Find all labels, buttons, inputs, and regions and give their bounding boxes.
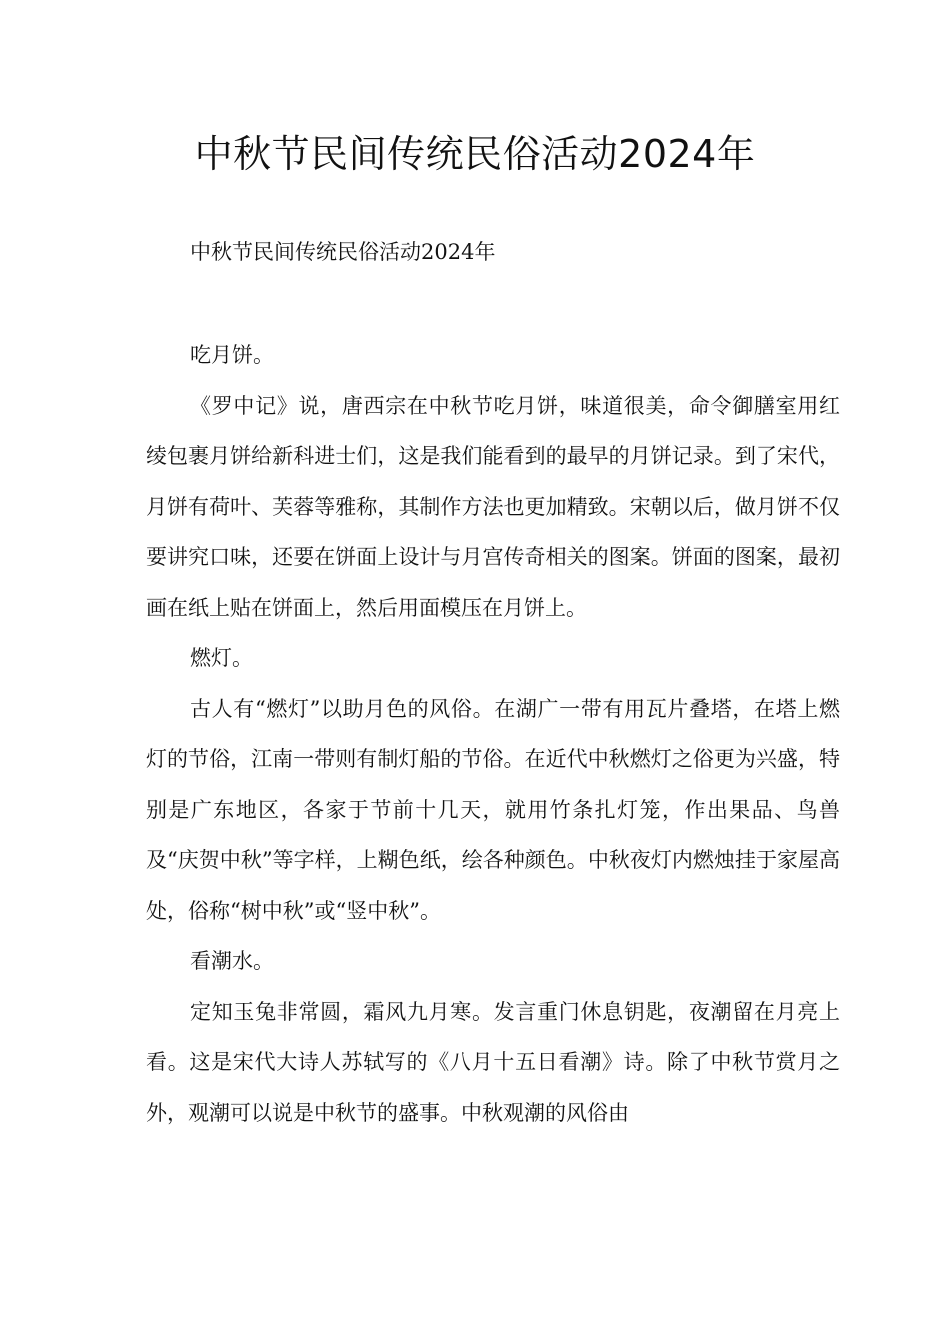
section-heading-mooncake: 吃月饼。 (190, 343, 274, 367)
paragraph-lantern: 古人有“燃灯”以助月色的风俗。在湖广一带有用瓦片叠塔，在塔上燃灯的节俗，江南一带则有制灯船的节俗。在近代中秋燃灯之俗更为兴盛，特别是广东地区，各家于节前十几天，就用竹条扎灯笼，作出果品、鸟兽及“庆贺中秋”等字样，上糊色纸，绘各种颜色。中秋夜灯内燃烛挂于家屋高处，俗称“树中秋”或“竖中秋”。 (146, 696, 840, 923)
section-heading-lantern: 燃灯。 (190, 646, 253, 670)
paragraph-mooncake: 《罗中记》说，唐西宗在中秋节吃月饼，味道很美，命令御膳室用红绫包裹月饼给新科进士们，这是我们能看到的最早的月饼记录。到了宋代，月饼有荷叶、芙蓉等雅称，其制作方法也更加精致。宋朝以后，做月饼不仅要讲究口味，还要在饼面上设计与月宫传奇相关的图案。饼面的图案，最初画在纸上贴在饼面上，然后用面模压在月饼上。 (146, 393, 840, 620)
paragraph-tide: 定知玉兔非常圆，霜风九月寒。发言重门休息钥匙，夜潮留在月亮上看。这是宋代大诗人苏轼写的《八月十五日看潮》诗。除了中秋节赏月之外，观潮可以说是中秋节的盛事。中秋观潮的风俗由 (146, 999, 840, 1125)
document-title: 中秋节民间传统民俗活动2024年 (194, 132, 756, 176)
document-body (146, 330, 840, 1138)
document-subtitle: 中秋节民间传统民俗活动2024年 (190, 240, 496, 264)
section-heading-tide: 看潮水。 (190, 949, 274, 973)
